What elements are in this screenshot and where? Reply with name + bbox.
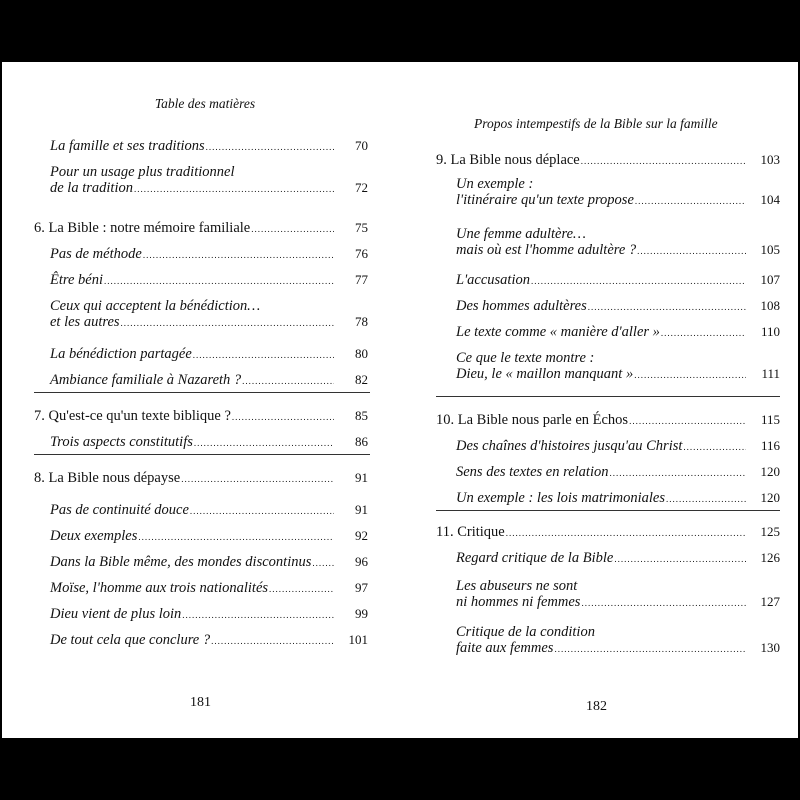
chapter-number: 6. [34,220,49,236]
entry-page-number: 91 [355,470,368,485]
entry-title: Être béni [50,272,104,288]
entry-page-number: 85 [355,408,368,423]
toc-chapter [34,220,368,237]
entry-page-number: 97 [355,580,368,595]
entry-page-number: 104 [760,192,780,207]
leader-dots [211,633,334,649]
running-head: Propos intempestifs de la Bible sur la famille [474,116,718,131]
entry-page-number: 108 [760,298,780,313]
book-spread [2,62,798,738]
leader-dots [554,641,746,657]
entry-title: l'itinéraire qu'un texte propose [456,192,634,208]
entry-title: Une femme adultère… [456,226,586,242]
toc-entry [456,464,780,481]
leader-dots [121,315,334,331]
entry-title: Moïse, l'homme aux trois nationalités [50,580,269,596]
entry-page-number: 96 [355,554,368,569]
entry-title: Pas de méthode [50,246,142,262]
entry-title: Deux exemples [50,528,138,544]
toc-entry [456,324,780,341]
entry-page-number: 80 [355,346,368,361]
page-number: 181 [190,695,211,710]
section-divider [436,510,780,511]
entry-title: Un exemple : les lois matrimoniales [456,490,666,506]
page-number: 182 [586,699,607,714]
entry-page-number: 78 [355,314,368,329]
running-head: Table des matières [154,96,256,111]
leader-dots [104,273,334,289]
entry-title: faite aux femmes [456,640,554,656]
leader-dots [251,221,334,237]
right-page [400,62,798,738]
leader-dots [312,555,334,571]
leader-dots [629,413,746,429]
toc-entry [50,164,368,197]
leader-dots [683,439,746,455]
entry-title: La bénédiction partagée [50,346,192,362]
toc-entry [50,138,368,155]
leader-dots [232,409,334,425]
entry-page-number: 120 [760,490,780,505]
section-divider [34,454,370,455]
entry-page-number: 76 [355,246,368,261]
entry-page-number: 77 [355,272,368,287]
entry-title: L'accusation [456,272,530,288]
toc-entry [456,226,780,259]
toc-entry [50,272,368,289]
toc-entry [456,438,780,455]
entry-page-number: 70 [355,138,368,153]
entry-title: Ce que le texte montre : [456,350,595,366]
toc-entry [50,346,368,363]
entry-title: La Bible nous parle en Échos [457,412,629,428]
toc-entry [50,298,368,331]
toc-chapter [34,470,368,487]
leader-dots [138,529,334,545]
entry-title: Des chaînes d'histoires jusqu'au Christ [456,438,683,454]
entry-title: Le texte comme « manière d'aller » [456,324,660,340]
leader-dots [143,247,334,263]
entry-title: Critique [457,524,505,540]
toc-entry [50,632,368,649]
leader-dots [637,243,746,259]
toc-entry [456,550,780,567]
chapter-number: 9. [436,152,451,168]
leader-dots [581,595,746,611]
toc-entry [50,528,368,545]
entry-page-number: 125 [760,524,780,539]
entry-page-number: 91 [355,502,368,517]
toc-entry [50,502,368,519]
entry-page-number: 92 [355,528,368,543]
entry-title: de la tradition [50,180,133,196]
toc-entry [50,580,368,597]
toc-entry [456,490,780,507]
entry-title: De tout cela que conclure ? [50,632,211,648]
entry-title: et les autres [50,314,120,330]
entry-title: ni hommes ni femmes [456,594,581,610]
leader-dots [635,193,746,209]
entry-page-number: 82 [355,372,368,387]
leader-dots [242,373,334,389]
entry-title: La Bible : notre mémoire familiale [48,220,251,236]
leader-dots [609,465,746,481]
entry-title: Qu'est-ce qu'un texte biblique ? [48,408,231,424]
entry-page-number: 126 [760,550,780,565]
left-page [2,62,400,738]
entry-title: Critique de la condition [456,624,595,640]
leader-dots [181,471,334,487]
toc-entry [456,298,780,315]
entry-title: Ceux qui acceptent la bénédiction… [50,298,261,314]
leader-dots [506,525,746,541]
chapter-number: 10. [436,412,458,428]
entry-page-number: 105 [760,242,780,257]
entry-title: mais où est l'homme adultère ? [456,242,637,258]
entry-title: La Bible nous déplace [450,152,580,168]
entry-title: Pas de continuité douce [50,502,189,518]
section-divider [436,396,780,397]
toc-entry [456,272,780,289]
toc-chapter [436,152,780,169]
leader-dots [206,139,334,155]
entry-title: Regard critique de la Bible [456,550,614,566]
entry-page-number: 127 [760,594,780,609]
leader-dots [134,181,334,197]
toc-chapter [34,408,368,425]
toc-entry [50,554,368,571]
leader-dots [531,273,746,289]
toc-entry [456,624,780,657]
leader-dots [634,367,746,383]
entry-page-number: 111 [761,366,780,381]
toc-chapter [436,524,780,541]
leader-dots [269,581,334,597]
entry-page-number: 115 [760,412,780,427]
toc-entry [50,372,368,389]
entry-title: La Bible nous dépayse [48,470,181,486]
entry-title: Dans la Bible même, des mondes discontinus [50,554,312,570]
entry-page-number: 130 [760,640,780,655]
chapter-number: 11. [436,524,458,540]
entry-page-number: 110 [760,324,780,339]
toc-chapter [436,412,780,429]
leader-dots [666,491,746,507]
entry-title: Les abuseurs ne sont [456,578,578,594]
entry-page-number: 103 [760,152,780,167]
entry-page-number: 120 [760,464,780,479]
entry-title: Ambiance familiale à Nazareth ? [50,372,242,388]
entry-page-number: 107 [760,272,780,287]
leader-dots [588,299,746,315]
toc-entry [50,606,368,623]
entry-page-number: 72 [355,180,368,195]
leader-dots [190,503,334,519]
chapter-number: 8. [34,470,49,486]
toc-entry [456,350,780,383]
toc-entry [456,176,780,209]
entry-page-number: 116 [760,438,780,453]
leader-dots [581,153,746,169]
entry-title: La famille et ses traditions [50,138,205,154]
leader-dots [194,435,334,451]
entry-page-number: 99 [355,606,368,621]
entry-title: Un exemple : [456,176,534,192]
section-divider [34,392,370,393]
entry-title: Dieu, le « maillon manquant » [456,366,634,382]
entry-page-number: 86 [355,434,368,449]
toc-entry [456,578,780,611]
entry-title: Dieu vient de plus loin [50,606,182,622]
toc-entry [50,246,368,263]
toc-entry [50,434,368,451]
entry-title: Trois aspects constitutifs [50,434,193,450]
chapter-number: 7. [34,408,49,424]
entry-title: Sens des textes en relation [456,464,609,480]
entry-title: Des hommes adultères [456,298,587,314]
entry-title: Pour un usage plus traditionnel [50,164,235,180]
leader-dots [182,607,334,623]
leader-dots [614,551,746,567]
leader-dots [193,347,334,363]
leader-dots [661,325,746,341]
entry-page-number: 101 [348,632,368,647]
entry-page-number: 75 [355,220,368,235]
